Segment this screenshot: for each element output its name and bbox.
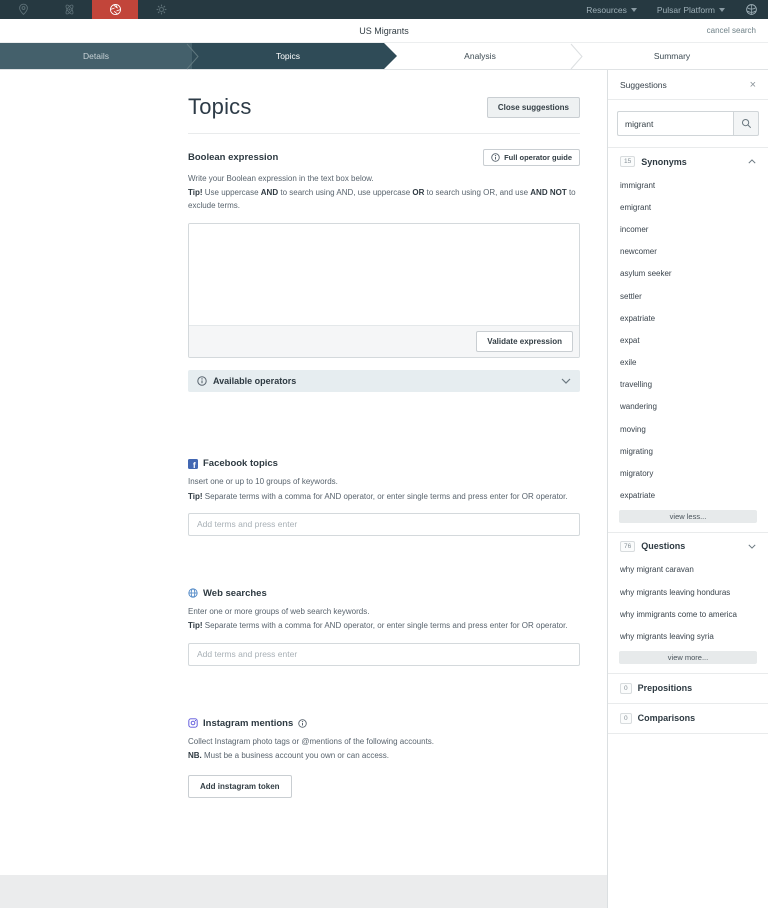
step-analysis-label: Analysis [464,51,496,61]
globe-icon [188,588,198,598]
prepositions-section-header[interactable] [608,674,768,704]
web-tip: Tip! Separate terms with a comma for AND operator, or enter single terms and press enter for OR operator. [188,621,568,631]
step-summary[interactable] [576,43,768,69]
search-icon [741,118,752,129]
facebook-topics-title: Facebook topics [203,458,278,470]
close-icon[interactable]: × [749,79,756,91]
instagram-desc: Collect Instagram photo tags or @mentions of the following accounts. [188,736,435,746]
instagram-tip: NB. Must be a business account you own or can access. [188,751,389,761]
boolean-expression-textarea[interactable] [189,224,579,325]
facebook-topics-section [188,458,580,536]
boolean-expression-title: Boolean expression [188,152,279,163]
shutter-icon[interactable] [92,0,138,19]
step-analysis[interactable] [384,43,576,69]
app-switcher [0,0,184,19]
synonym-item[interactable]: newcomer [620,247,657,257]
questions-title: Questions [641,541,686,552]
comparisons-section-header[interactable] [608,704,768,734]
suggestions-search [608,100,768,148]
boolean-desc: Write your Boolean expression in the text box below. [188,174,374,183]
synonym-item[interactable]: immigrant [620,180,656,190]
topbar-right [586,3,768,16]
available-operators-accordion[interactable] [188,370,580,392]
add-instagram-token-button[interactable]: Add instagram token [188,775,292,798]
synonym-item[interactable]: incomer [620,224,649,234]
platform-menu[interactable] [657,5,725,15]
questions-section [608,533,768,674]
suggestions-search-input[interactable] [617,111,733,136]
info-icon [197,376,207,386]
synonym-item[interactable]: exile [620,358,637,368]
synonyms-list [608,174,768,507]
instagram-icon [188,718,198,728]
available-operators-label: Available operators [213,376,297,387]
comparisons-title: Comparisons [637,713,696,724]
step-details[interactable] [0,43,192,69]
comparisons-count-badge: 0 [620,713,632,724]
web-searches-title: Web searches [203,587,267,599]
view-less-button[interactable]: view less... [619,510,757,523]
instagram-mentions-title: Instagram mentions [203,717,294,729]
web-searches-section [188,588,580,666]
step-separator [186,43,200,70]
question-item[interactable]: why migrant caravan [620,565,694,575]
question-item[interactable]: why immigrants come to america [620,609,737,619]
view-more-button[interactable]: view more... [619,651,757,664]
page-title: Topics [188,94,252,119]
chevron-down-icon [719,8,725,12]
chevron-down-icon [748,544,756,549]
synonym-item[interactable]: migratory [620,469,654,479]
search-title: US Migrants [359,25,409,36]
step-details-label: Details [83,51,109,61]
cancel-search-link[interactable]: cancel search [706,26,756,35]
boolean-expression-footer [189,325,579,357]
location-pin-icon[interactable] [0,0,46,19]
synonym-item[interactable]: asylum seeker [620,269,672,279]
synonym-item[interactable]: settler [620,291,642,301]
suggestions-title: Suggestions [620,80,667,90]
chevron-down-icon [631,8,637,12]
validate-expression-button[interactable]: Validate expression [476,331,573,352]
svg-text:f: f [192,459,196,469]
suggestions-panel [607,70,768,908]
step-topics-label: Topics [275,51,301,61]
synonyms-count-badge: 15 [620,156,635,167]
footer-strip [0,875,607,908]
heading-divider [188,133,580,134]
facebook-terms-input[interactable] [188,513,580,536]
prepositions-title: Prepositions [637,683,693,694]
suggestions-header [608,70,768,100]
chevron-up-icon [748,159,756,164]
instagram-mentions-section [188,718,580,798]
step-summary-label: Summary [653,51,691,61]
top-nav-bar [0,0,768,19]
atom-icon[interactable] [46,0,92,19]
synonym-item[interactable]: moving [620,424,646,434]
synonyms-section-header[interactable] [608,148,768,174]
gear-icon[interactable] [138,0,184,19]
facebook-icon [188,459,198,469]
web-desc: Enter one or more groups of web search keywords. [188,606,370,616]
question-item[interactable]: why migrants leaving syria [620,631,714,641]
question-item[interactable]: why migrants leaving honduras [620,587,731,597]
chevron-down-icon [561,378,571,384]
questions-list [608,559,768,648]
facebook-tip: Tip! Separate terms with a comma for AND operator, or enter single terms and press enter for OR operator. [188,491,568,501]
synonym-item[interactable]: expatriate [620,313,656,323]
synonym-item[interactable]: expat [620,335,640,345]
content-column [188,70,580,908]
main-area [0,70,768,908]
info-icon [491,153,500,162]
synonym-item[interactable]: emigrant [620,202,652,212]
synonyms-title: Synonyms [641,156,687,167]
info-icon[interactable] [298,719,307,728]
search-button[interactable] [733,111,759,136]
synonym-item[interactable]: travelling [620,380,653,390]
synonym-item[interactable]: expatriate [620,491,656,501]
boolean-expression-box [188,223,580,358]
step-separator [570,43,584,70]
resources-menu[interactable] [586,5,637,15]
close-suggestions-button[interactable]: Close suggestions [487,97,580,118]
questions-count-badge: 76 [620,541,635,552]
synonyms-section [608,148,768,533]
facebook-desc: Insert one or up to 10 groups of keywords. [188,477,338,487]
full-operator-guide-button[interactable] [483,149,580,166]
synonym-item[interactable]: migrating [620,446,653,456]
step-wizard [0,43,768,70]
platform-label: Pulsar Platform [656,4,715,15]
questions-section-header[interactable] [608,533,768,559]
step-topics[interactable] [192,43,384,69]
resources-label: Resources [586,4,627,15]
search-title-bar [0,19,768,43]
full-operator-guide-label: Full operator guide [504,153,572,162]
boolean-tip: Tip! Use uppercase AND to search using AND, use uppercase OR to search using OR, and use AND NOT to exclude terms. [188,188,576,210]
active-step-arrow [384,43,397,69]
synonym-item[interactable]: wandering [620,402,657,412]
account-globe-icon[interactable] [745,3,758,16]
prepositions-count-badge: 0 [620,683,632,694]
web-terms-input[interactable] [188,643,580,666]
